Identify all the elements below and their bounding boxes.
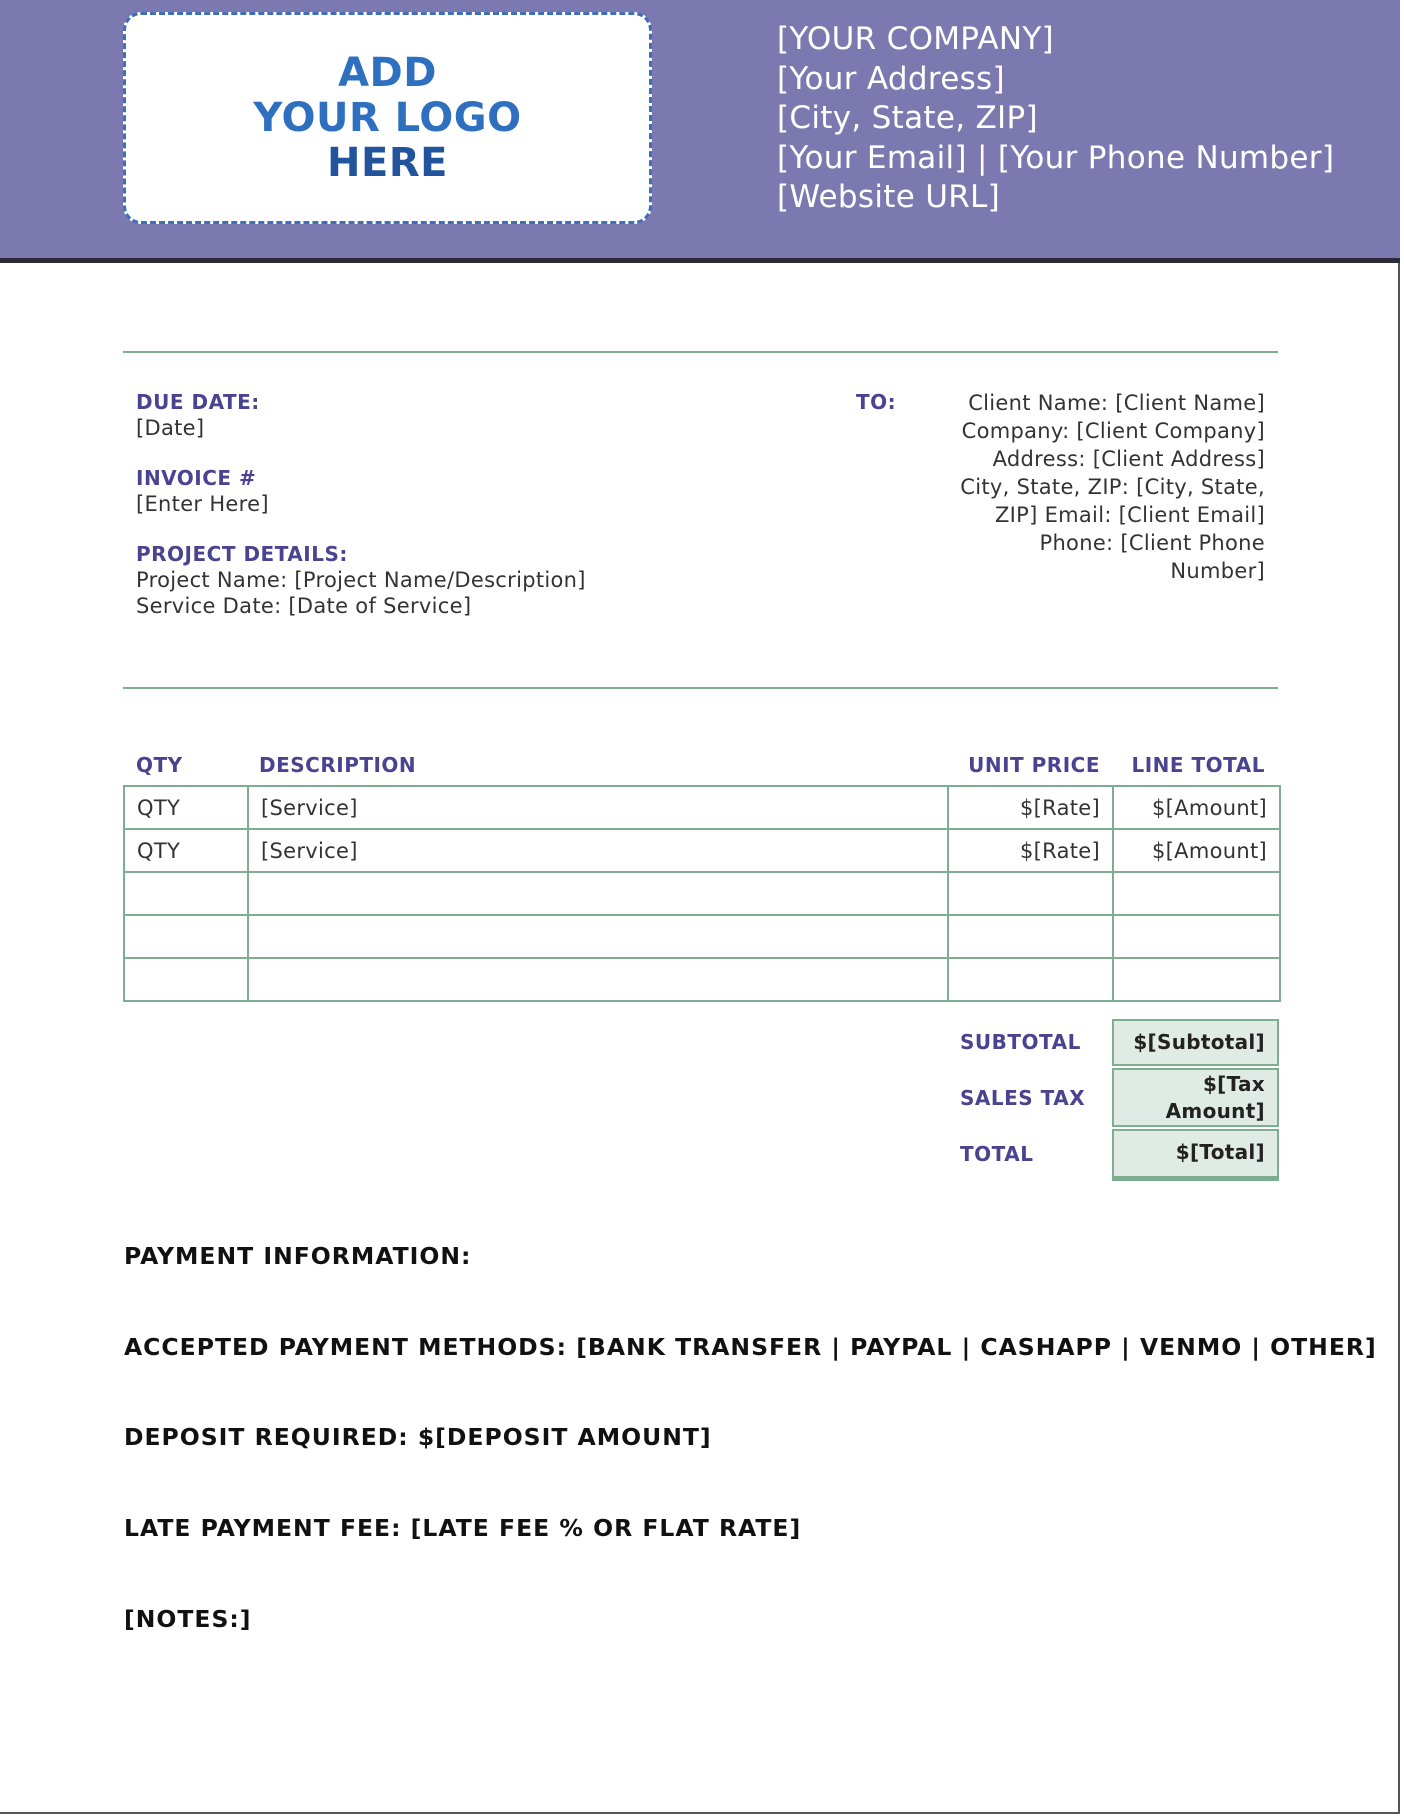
client-line: Address: [Client Address] bbox=[992, 447, 1265, 471]
cell-description[interactable] bbox=[248, 915, 948, 958]
client-line: Phone: [Client Phone bbox=[1039, 531, 1265, 555]
col-header-unit-price: UNIT PRICE bbox=[968, 753, 1100, 777]
company-city[interactable]: [City, State, ZIP] bbox=[777, 100, 1038, 136]
total-value[interactable]: $[Total] bbox=[1112, 1129, 1279, 1181]
cell-line-total[interactable]: $[Amount] bbox=[1113, 786, 1280, 829]
client-info[interactable] bbox=[930, 389, 1265, 585]
col-header-description: DESCRIPTION bbox=[259, 753, 417, 777]
company-contact[interactable]: [Your Email] | [Your Phone Number] bbox=[777, 139, 1335, 176]
due-date-value[interactable]: [Date] bbox=[136, 416, 205, 440]
divider-top bbox=[123, 351, 1278, 353]
cell-line-total[interactable] bbox=[1113, 958, 1280, 1001]
sales-tax-label: SALES TAX bbox=[960, 1086, 1086, 1110]
logo-text-line-3: HERE bbox=[327, 139, 448, 186]
logo-text-line-2: YOUR LOGO bbox=[253, 94, 522, 141]
cell-description[interactable] bbox=[248, 872, 948, 915]
payment-information-heading: PAYMENT INFORMATION: bbox=[124, 1242, 472, 1270]
sales-tax-value-line-1: $[Tax bbox=[1202, 1072, 1265, 1096]
cell-qty[interactable]: QTY bbox=[124, 829, 248, 872]
cell-qty[interactable]: QTY bbox=[124, 786, 248, 829]
cell-line-total[interactable]: $[Amount] bbox=[1113, 829, 1280, 872]
cell-qty[interactable] bbox=[124, 915, 248, 958]
client-line: Number] bbox=[1170, 559, 1265, 583]
to-label: TO: bbox=[856, 390, 897, 414]
accepted-payment-methods[interactable]: ACCEPTED PAYMENT METHODS: [BANK TRANSFER | PAYPAL | CASHAPP | VENMO | OTHER] bbox=[124, 1333, 1377, 1361]
divider-middle bbox=[123, 687, 1278, 689]
due-date-label: DUE DATE: bbox=[136, 390, 260, 414]
cell-description[interactable]: [Service] bbox=[248, 786, 948, 829]
project-name[interactable]: Project Name: [Project Name/Description] bbox=[136, 568, 586, 592]
cell-unit-price[interactable] bbox=[948, 958, 1113, 1001]
cell-qty[interactable] bbox=[124, 872, 248, 915]
col-header-line-total: LINE TOTAL bbox=[1131, 753, 1265, 777]
cell-description[interactable]: [Service] bbox=[248, 829, 948, 872]
total-label: TOTAL bbox=[960, 1142, 1034, 1166]
cell-line-total[interactable] bbox=[1113, 915, 1280, 958]
cell-unit-price[interactable]: $[Rate] bbox=[948, 786, 1113, 829]
client-line: Company: [Client Company] bbox=[961, 419, 1265, 443]
subtotal-value[interactable]: $[Subtotal] bbox=[1112, 1019, 1279, 1066]
header-band bbox=[0, 0, 1400, 263]
cell-line-total[interactable] bbox=[1113, 872, 1280, 915]
company-website[interactable]: [Website URL] bbox=[777, 179, 1001, 215]
sales-tax-value-line-2: Amount] bbox=[1165, 1099, 1265, 1123]
service-date[interactable]: Service Date: [Date of Service] bbox=[136, 594, 472, 618]
table-row bbox=[124, 872, 1280, 915]
client-line: ZIP] Email: [Client Email] bbox=[994, 503, 1265, 527]
invoice-number-label: INVOICE # bbox=[136, 466, 257, 490]
table-row bbox=[124, 958, 1280, 1001]
company-address[interactable]: [Your Address] bbox=[777, 60, 1005, 97]
notes[interactable]: [NOTES:] bbox=[124, 1605, 252, 1633]
logo-placeholder[interactable] bbox=[123, 12, 652, 224]
table-row bbox=[124, 829, 1280, 872]
client-line: City, State, ZIP: [City, State, bbox=[960, 475, 1265, 499]
table-row bbox=[124, 915, 1280, 958]
client-line: Client Name: [Client Name] bbox=[968, 391, 1265, 415]
cell-description[interactable] bbox=[248, 958, 948, 1001]
late-payment-fee[interactable]: LATE PAYMENT FEE: [LATE FEE % OR FLAT RATE] bbox=[124, 1514, 802, 1542]
line-items-table bbox=[123, 785, 1281, 1002]
project-details-label: PROJECT DETAILS: bbox=[136, 542, 348, 566]
subtotal-label: SUBTOTAL bbox=[960, 1030, 1081, 1054]
cell-unit-price[interactable] bbox=[948, 915, 1113, 958]
company-name[interactable]: [YOUR COMPANY] bbox=[777, 21, 1054, 57]
invoice-number-value[interactable]: [Enter Here] bbox=[136, 492, 269, 516]
company-info bbox=[777, 20, 1397, 218]
col-header-qty: QTY bbox=[136, 753, 183, 777]
cell-unit-price[interactable]: $[Rate] bbox=[948, 829, 1113, 872]
table-row bbox=[124, 786, 1280, 829]
cell-unit-price[interactable] bbox=[948, 872, 1113, 915]
sales-tax-value[interactable] bbox=[1112, 1068, 1279, 1127]
cell-qty[interactable] bbox=[124, 958, 248, 1001]
logo-text-line-1: ADD bbox=[338, 49, 437, 96]
invoice-meta bbox=[136, 389, 776, 619]
deposit-required[interactable]: DEPOSIT REQUIRED: $[DEPOSIT AMOUNT] bbox=[124, 1423, 712, 1451]
